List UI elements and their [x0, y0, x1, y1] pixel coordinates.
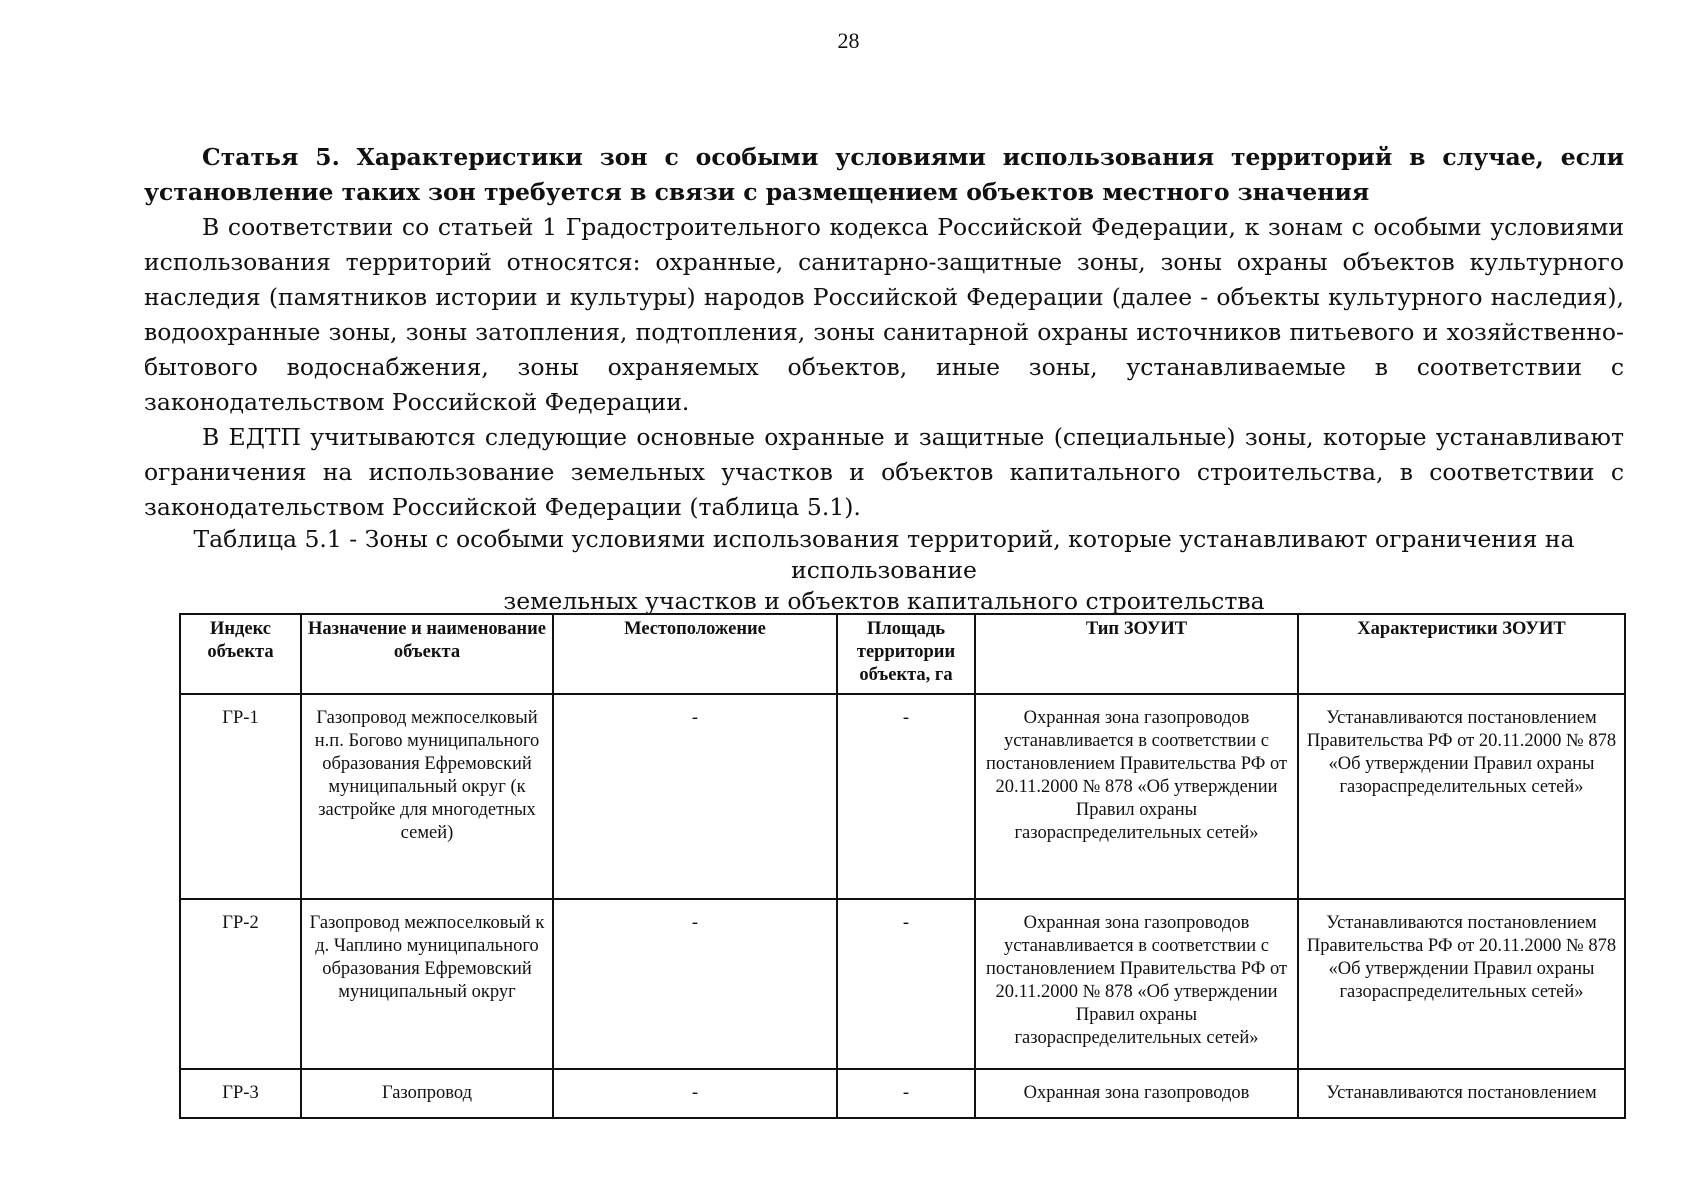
- table-row: [180, 899, 1625, 1069]
- article-section: [144, 140, 1624, 525]
- cell-name: Газопровод межпоселковый к д. Чаплино муниципального образования Ефремовский муниципальный округ: [301, 899, 553, 1069]
- cell-type: Охранная зона газопроводов: [975, 1069, 1298, 1118]
- cell-area: -: [837, 899, 975, 1069]
- cell-location: -: [553, 694, 837, 899]
- cell-type: Охранная зона газопроводов устанавливается в соответствии с постановлением Правительства РФ от 20.11.2000 № 878 «Об утверждении Правил охраны газораспределительных сетей»: [975, 694, 1298, 899]
- cell-type: Охранная зона газопроводов устанавливается в соответствии с постановлением Правительства РФ от 20.11.2000 № 878 «Об утверждении Правил охраны газораспределительных сетей»: [975, 899, 1298, 1069]
- cell-area: -: [837, 1069, 975, 1118]
- header-characteristics: Характеристики ЗОУИТ: [1298, 614, 1625, 694]
- cell-location: -: [553, 1069, 837, 1118]
- page-number: 28: [837, 28, 860, 53]
- header-index: Индекс объекта: [180, 614, 301, 694]
- cell-characteristics: Устанавливаются постановлением Правительства РФ от 20.11.2000 № 878 «Об утверждении Правил охраны газораспределительных сетей»: [1298, 694, 1625, 899]
- article-paragraph: В ЕДТП учитываются следующие основные охранные и защитные (специальные) зоны, которые устанавливают ограничения на использование земельных участков и объектов капитального строительства, в соответствии с законодательством Российской Федерации (таблица 5.1).: [144, 423, 1624, 521]
- header-area: Площадь территории объекта, га: [837, 614, 975, 694]
- cell-index: ГР-2: [180, 899, 301, 1069]
- table-caption-line: земельных участков и объектов капитального строительства: [503, 587, 1265, 615]
- cell-area: -: [837, 694, 975, 899]
- table-row: [180, 1069, 1625, 1118]
- article-paragraph: В соответствии со статьей 1 Градостроительного кодекса Российской Федерации, к зонам с особыми условиями использования территорий относятся: охранные, санитарно-защитные зоны, зоны охраны объектов культурного наследия (памятников истории и культуры) народов Российской Федерации (далее - объекты культурного наследия), водоохранные зоны, зоны затопления, подтопления, зоны санитарной охраны источников питьевого и хозяйственно-бытового водоснабжения, зоны охраняемых объектов, иные зоны, устанавливаемые в соответствии с законодательством Российской Федерации.: [144, 213, 1624, 416]
- table-caption-line: Таблица 5.1 - Зоны с особыми условиями использования территорий, которые устанавливают ограничения на использование: [193, 525, 1575, 584]
- cell-name: Газопровод: [301, 1069, 553, 1118]
- header-type: Тип ЗОУИТ: [975, 614, 1298, 694]
- header-name: Назначение и наименование объекта: [301, 614, 553, 694]
- cell-index: ГР-1: [180, 694, 301, 899]
- cell-location: -: [553, 899, 837, 1069]
- cell-characteristics: Устанавливаются постановлением: [1298, 1069, 1625, 1118]
- table-header-row: [180, 614, 1625, 694]
- table-caption: [144, 524, 1624, 617]
- cell-characteristics: Устанавливаются постановлением Правительства РФ от 20.11.2000 № 878 «Об утверждении Правил охраны газораспределительных сетей»: [1298, 899, 1625, 1069]
- zones-table: [179, 613, 1626, 1119]
- header-location: Местоположение: [553, 614, 837, 694]
- cell-index: ГР-3: [180, 1069, 301, 1118]
- cell-name: Газопровод межпоселковый н.п. Богово муниципального образования Ефремовский муниципальный округ (к застройке для многодетных семей): [301, 694, 553, 899]
- article-title: Статья 5. Характеристики зон с особыми условиями использования территорий в случае, если установление таких зон требуется в связи с размещением объектов местного значения: [144, 143, 1624, 206]
- table-row: [180, 694, 1625, 899]
